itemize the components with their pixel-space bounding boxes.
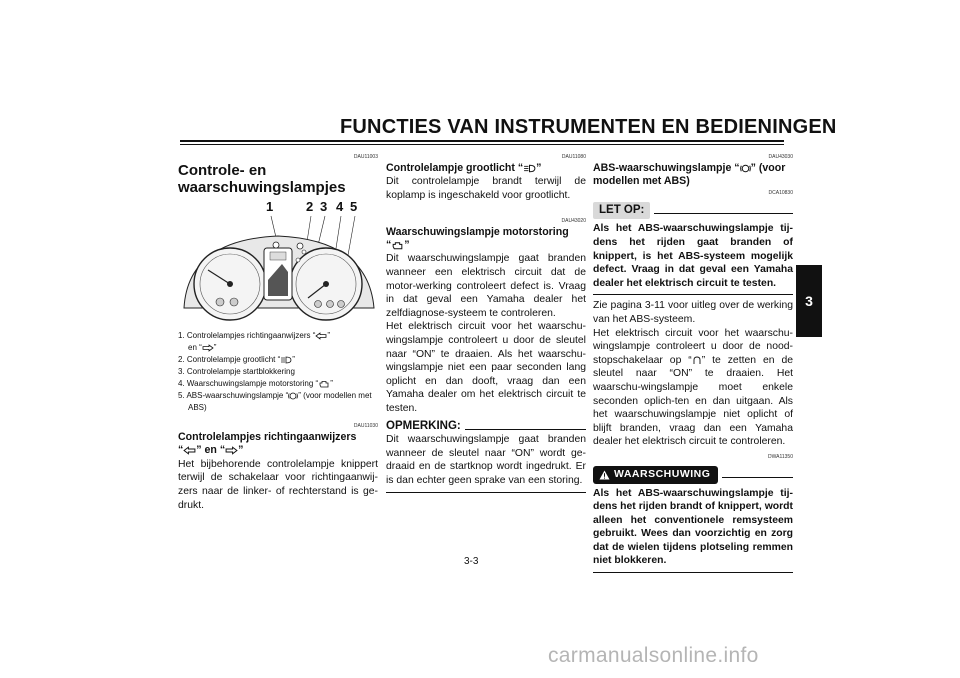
warning-heading [593, 466, 793, 484]
turn-signal-right-icon [225, 446, 238, 455]
doc-code: DAU11003 [353, 154, 378, 160]
warning-rule [722, 477, 793, 478]
doc-code: DAU43020 [561, 217, 586, 224]
instrument-cluster-figure [178, 200, 378, 324]
heading-engine-warning: Waarschuwingslampje motorstoring “ ” [386, 225, 569, 251]
caution-end-rule [593, 294, 793, 295]
paragraph: Zie pagina 3-11 voor uitleg over de werking van het ABS-systeem. [593, 300, 793, 325]
caution-rule [654, 213, 793, 214]
abs-icon [740, 163, 751, 174]
legend-list [178, 330, 378, 414]
paragraph: Dit controlelampje brandt terwijl de koplamp is ingeschakeld voor grootlicht. [386, 176, 586, 201]
callout-2: 2 [306, 199, 314, 214]
legend-item-2: 2. Controlelampje grootlicht “ ” [178, 355, 295, 364]
note-rule [465, 429, 586, 430]
column-3 [593, 153, 793, 573]
high-beam-icon [280, 356, 292, 364]
section-title: Controle- en waarschuwingslampjes [178, 162, 346, 196]
paragraph: Het elektrisch circuit voor het waarschu-wingslampje controleert u door de sleutel naar “ON” te draaien. Als het waarschu-wingslampje niet een paar seconden lang oplicht en dan dooft, vraag dan een Yamaha dealer om het elektrisch circuit te testen. [386, 321, 586, 414]
paragraph: Het elektrisch circuit voor het waarschu-wingslampje controleert u door de nood-stopschakelaar op “ ” te zetten en de sleutel naar “ON” te draaien. Het waarschu-wingslampje moet enkele seconden oplich-ten en dan uitgaan. Als het waarschuwingslampje niet oplicht of blijft branden, vraag dan een Yamaha dealer het elektrisch circuit te controleren. [593, 327, 794, 448]
heading-abs-warning: ABS-waarschuwingslampje “ ” (voor modellen met ABS) [593, 162, 786, 188]
legend-item-4: 4. Waarschuwingslampje motorstoring “ ” [178, 379, 333, 388]
warning-label: WAARSCHUWING [614, 467, 711, 480]
doc-code: DAU11080 [561, 154, 586, 160]
page-header-title: FUNCTIES VAN INSTRUMENTEN EN BEDIENINGEN [340, 116, 837, 138]
watermark: carmanualsonline.info [548, 644, 759, 667]
turn-signal-right-icon [202, 344, 214, 352]
caution-paragraph: Als het ABS-waarschuwingslampje tij-dens het rijden gaat branden of knippert, is het ABS-systeem mogelijk defect. Vraag in dat geval een Yamaha dealer het elektrisch circuit te testen. [593, 223, 793, 289]
note-paragraph: Dit waarschuwingslampje gaat branden wanneer de sleutel naar “ON” wordt ge-draaid en de startknop wordt ingedrukt. Er is dan echter geen sprake van een storing. [386, 434, 586, 486]
engine-stop-run-icon [692, 356, 702, 365]
paragraph: Dit waarschuwingslampje gaat branden wanneer een elektrisch circuit dat de motor-werking controleert defect is. Vraag in dat geval een Yamaha dealer het zelfdiagnose-systeem te controleren. [386, 253, 586, 319]
callout-3: 3 [320, 199, 328, 214]
page-number: 3-3 [464, 556, 479, 567]
legend-item-1: 1. Controlelampjes richtingaanwijzers “ ” en “ ” [178, 331, 331, 352]
warning-paragraph: Als het ABS-waarschuwingslampje tij-dens het rijden brandt of knippert, wordt alleen het conventionele remsysteem gebruikt. Wees dan voorzichtig en zorg dat de wielen tijdens plotseling remmen niet blokkeren. [593, 487, 793, 567]
warning-end-rule [593, 572, 793, 573]
callout-5: 5 [350, 199, 358, 214]
warning-label-box [593, 466, 718, 484]
turn-signal-left-icon [315, 332, 327, 340]
header-rule [180, 140, 784, 142]
heading-high-beam: Controlelampje grootlicht “ ” [386, 162, 542, 174]
callout-1: 1 [266, 199, 274, 214]
turn-signal-left-icon [183, 446, 196, 455]
legend-item-5: 5. ABS-waarschuwingslampje “ ” (voor modellen met ABS) [178, 391, 372, 412]
doc-code: DAU11030 [353, 423, 378, 429]
column-1 [178, 153, 378, 512]
caution-label: LET OP: [593, 202, 650, 220]
doc-code: DAU43030 [768, 154, 793, 160]
abs-icon [288, 391, 298, 401]
callout-4: 4 [336, 199, 344, 214]
caution-heading [593, 202, 793, 220]
chapter-tab: 3 [796, 265, 822, 337]
column-2 [386, 153, 586, 493]
high-beam-icon [523, 164, 536, 173]
header-rule-thin [180, 144, 784, 145]
heading-turn-signals: Controlelampjes richtingaanwijzers “ ” en “ ” [178, 431, 357, 457]
warning-triangle-icon [599, 470, 610, 480]
note-heading: OPMERKING: [386, 420, 586, 434]
engine-icon [318, 380, 330, 388]
paragraph: Het bijbehorende controlelampje knippert terwijl de schakelaar voor richtingaanwij-zers naar de linker- of rechterstand is ge-drukt. [178, 458, 378, 511]
doc-code: DWA11350 [767, 453, 793, 460]
legend-item-3: 3. Controlelampje startblokkering [178, 367, 295, 376]
note-end-rule [386, 492, 586, 493]
cluster-drawing [178, 200, 378, 324]
doc-code: DCA10830 [768, 189, 793, 196]
engine-icon [391, 241, 404, 250]
